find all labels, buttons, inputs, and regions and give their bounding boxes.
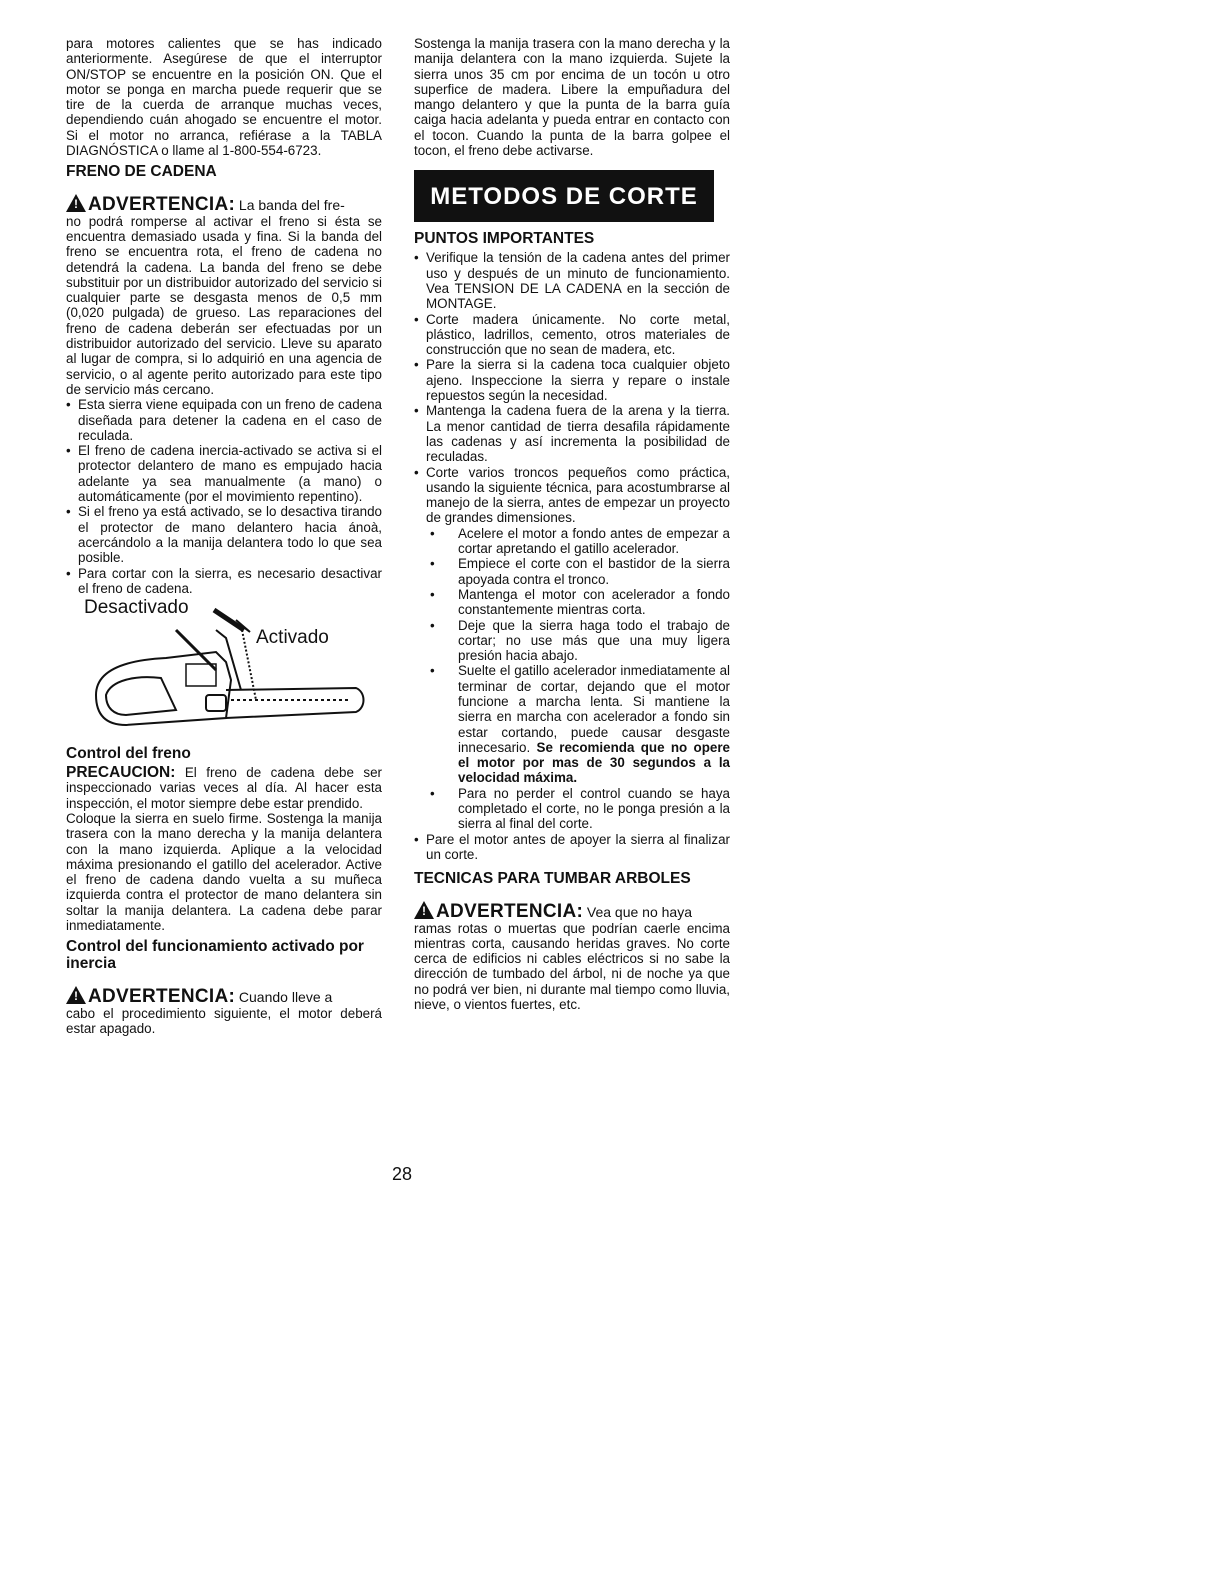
warning-title: ADVERTENCIA: [88,986,236,1008]
sub-list-item: • Empiece el corte con el bastidor de la sierra apoyada contra el tronco. [414,556,730,587]
list-item: • Para cortar con la sierra, es necesario desactivar el freno de cadena. [66,566,382,597]
warning-text: cabo el procedimiento siguiente, el motor deberá estar apagado. [66,1005,382,1036]
tecnicas-heading: TECNICAS PARA TUMBAR ARBOLES [414,870,691,888]
list-item: • Pare el motor antes de apoyer la sierra al finalizar un corte. [414,832,730,863]
freno-heading: FRENO DE CADENA [66,163,217,181]
list-item: • El freno de cadena inercia-activado se activa si el protector delantero de mano es empujado hacia adelante ya sea manualmente (a mano) o automáticamente (por el movimiento repentino). [66,443,382,504]
warning-icon [66,986,86,1004]
sub-item-bold: Se recomienda que no opere el motor por mas de 30 segundos a la velocidad máxima. [458,739,730,786]
left-column [66,36,382,1036]
label-activado: Activado [256,627,329,649]
list-item: • Corte madera únicamente. No corte metal, plástico, ladrillos, cemento, otros materiales de construcción que no sean de madera, etc. [414,312,730,358]
warning-text: ramas rotas o muertas que podrían caerle encima mientras corta, causando heridas graves. No corte cerca de edificios ni cables eléctricos si no sabe la dirección de tumbado del árbol, ni de noche ya que no podrá ver bien, ni durante mal tiempo como lluvia, nieve, o vientos fuertes, etc. [414,920,730,1013]
control-text: Coloque la sierra en suelo firme. Sostenga la manija trasera con la mano derecha y la manija delantera con la mano izquierda. Aplique a la velocidad máxima presionando el gatillo del acelerador. Active el freno de cadena dando vuelta a su muñeca izquierda contra el protector de mano delantera sin soltar la manija delantera. La cadena debe parar inmediatamente. [66,810,382,934]
right-column [414,36,730,1012]
section-banner: METODOS DE CORTE [414,170,714,222]
chainsaw-illustration [66,597,366,745]
chainsaw-figure [66,597,382,745]
precaucion-text: El freno de cadena debe ser inspeccionado varias veces al día. Al hacer esta inspección, el motor siempre debe estar prendido. [66,765,382,811]
list-item [414,465,730,832]
sub-item-text: Suelte el gatillo acelerador inmediatamente al terminar de cortar, dejando que el motor funcione a marcha lenta. Si mantiene la sierra en marcha con acelerador a fondo sin estar cortando, puede causar desgaste innecesario. [458,663,730,755]
list-item: • Si el freno ya está activado, se lo desactiva tirando el protector de mano delantero hacia ánoà, acercándolo a la manija delantera todo lo que sea posible. [66,504,382,565]
sub-list-item: • Acelere el motor a fondo antes de empezar a cortar apretando el gatillo acelerador. [414,526,730,557]
warning-block-3 [414,899,730,923]
precaucion-paragraph [66,765,382,811]
inercia-heading: Control del funcionamiento activado por inercia [66,938,364,973]
list-item-text: Corte varios troncos pequeños como práctica, usando la siguiente técnica, para acostumbrarse al manejo de la sierra, antes de empezar un proyecto de grandes dimensiones. [426,464,730,526]
brake-bullets [66,397,382,596]
puntos-heading: PUNTOS IMPORTANTES [414,230,595,248]
puntos-bullets [414,250,730,862]
warning-lead: Cuando lleve a [238,989,333,1006]
technique-sub-bullets [414,526,730,832]
warning-title: ADVERTENCIA: [88,194,236,216]
list-item: • Mantenga la cadena fuera de la arena y la tierra. La menor cantidad de tierra desafila rápidamente las cadenas y así incrementa la posibilidad de reculadas. [414,403,730,464]
sub-list-item: • Deje que la sierra haga todo el trabajo de cortar; no use más que una muy ligera presión hacia abajo. [414,618,730,664]
warning-lead: La banda del fre- [238,197,345,214]
sub-list-item [414,663,730,785]
warning-icon [414,901,434,919]
sub-list-item: • Mantenga el motor con acelerador a fondo constantemente mientras corta. [414,587,730,618]
page-number: 28 [392,1164,413,1184]
control-heading: Control del freno [66,745,191,763]
intro-paragraph: Sostenga la manija trasera con la mano derecha y la manija delantera con la mano izquierda. Sujete la sierra unos 35 cm por encima de un tocón u otro superfice de madera. Libere la empuñadura del mango delantero y que la punta de la barra guía caiga hacia adelanta y pueda entrar en contacto con el tocon. Cuando la punta de la barra golpee el tocon, el freno debe activarse. [414,36,730,159]
list-item: • Pare la sierra si la cadena toca cualquier objeto ajeno. Inspeccione la sierra y repare o instale repuestos según la necesidad. [414,357,730,403]
warning-text: no podrá romperse al activar el freno si ésta se encuentra demasiado usada y fina. Si la banda del freno se encuentra rota, el freno de cadena no detendrá la cadena. La banda del freno se debe substituir por un distribuidor autorizado del servicio si cualquier parte se desgasta menos de 0,5 mm (0,020 pulgada) de grueso. Las reparaciones del freno de cadena deberán ser efectuadas por un distribuidor autorizado del servicio. Lleve su aparato al lugar de compra, si lo adquirió en una agencia de servicio, o al agente perito autorizado para este tipo de servicio más cercano. [66,213,382,397]
warning-icon [66,194,86,212]
list-item: • Esta sierra viene equipada con un freno de cadena diseñada para detener la cadena en el caso de reculada. [66,397,382,443]
label-desactivado: Desactivado [84,597,189,619]
warning-lead: Vea que no haya [586,904,693,921]
list-item: • Verifique la tensión de la cadena antes del primer uso y después de un minuto de funcionamiento. Vea TENSION DE LA CADENA en la sección de MONTAGE. [414,250,730,311]
warning-title: ADVERTENCIA: [436,901,584,923]
intro-paragraph: para motores calientes que se has indicado anteriormente. Asegúrese de que el interruptor ON/STOP se encuentre en la posición ON. Que el motor se ponga en marcha puede requerir que se tire de la cuerda de arranque muchas veces, dependiendo cuán ahogado se encuentre el motor. Si el motor no arranca, refiérase a la TABLA DIAGNÓSTICA o llame al 1-800-554-6723. [66,36,382,159]
precaucion-title: PRECAUCION: [66,764,176,782]
warning-block-2 [66,984,382,1008]
warning-block-1 [66,192,382,216]
sub-list-item: • Para no perder el control cuando se haya completado el corte, no le ponga presión a la sierra al final del corte. [414,786,730,832]
